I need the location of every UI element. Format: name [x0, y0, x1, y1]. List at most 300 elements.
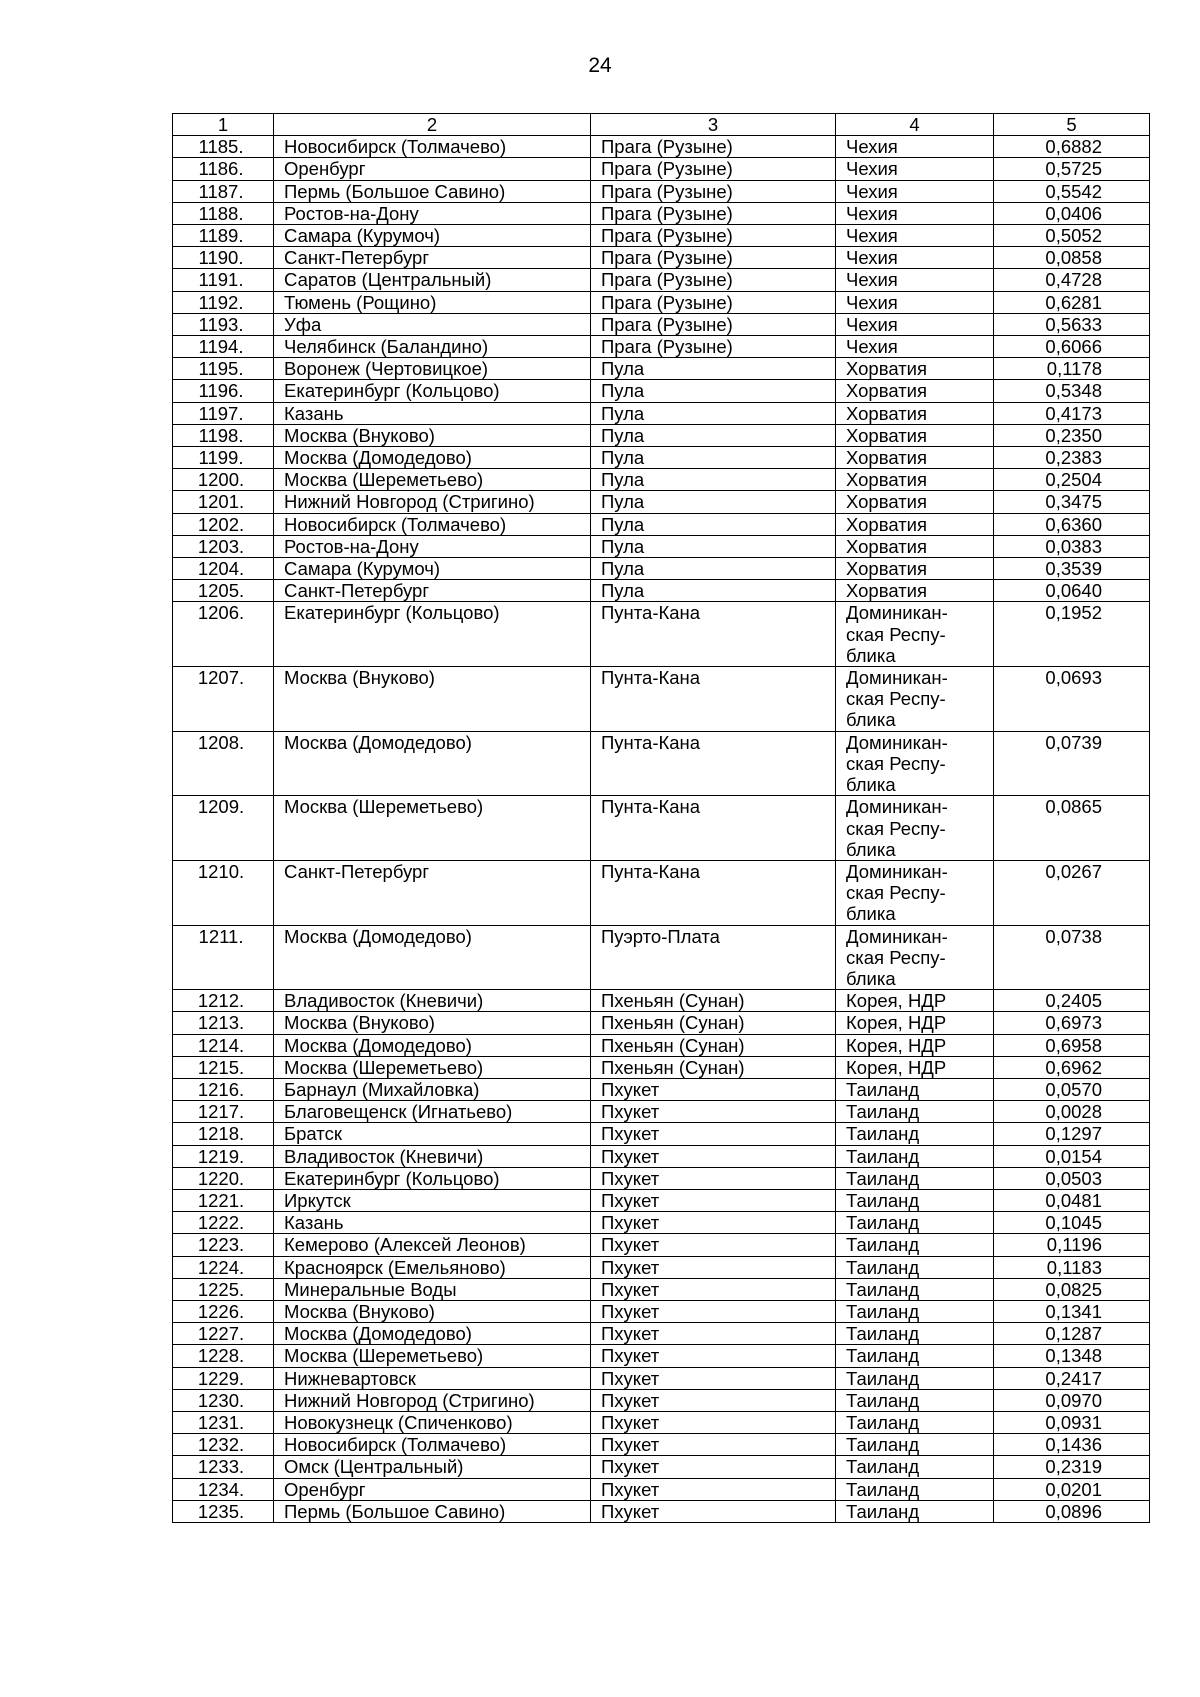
- origin-city-cell: Новосибирск (Толмачево): [274, 136, 591, 158]
- coefficient-cell: 0,4173: [994, 402, 1150, 424]
- origin-city-cell: Москва (Внуково): [274, 1300, 591, 1322]
- destination-airport-cell: Пхукет: [591, 1189, 836, 1211]
- origin-city-cell: Владивосток (Кневичи): [274, 1145, 591, 1167]
- coefficient-cell: 0,0028: [994, 1101, 1150, 1123]
- country-cell: Хорватия: [836, 469, 994, 491]
- origin-city-cell: Тюмень (Рощино): [274, 291, 591, 313]
- destination-airport-cell: Прага (Рузыне): [591, 225, 836, 247]
- destination-airport-cell: Пхукет: [591, 1167, 836, 1189]
- country-cell: Таиланд: [836, 1123, 994, 1145]
- coefficient-cell: 0,0267: [994, 860, 1150, 925]
- coefficient-cell: 0,2350: [994, 424, 1150, 446]
- coefficient-cell: 0,1178: [994, 358, 1150, 380]
- table-header-row: [173, 114, 1150, 136]
- coefficient-cell: 0,1297: [994, 1123, 1150, 1145]
- country-cell: Таиланд: [836, 1256, 994, 1278]
- row-number-cell: 1225.: [173, 1278, 274, 1300]
- table-row: [173, 1278, 1150, 1300]
- coefficient-cell: 0,6281: [994, 291, 1150, 313]
- row-number-cell: 1217.: [173, 1101, 274, 1123]
- country-cell: Хорватия: [836, 402, 994, 424]
- row-number-cell: 1187.: [173, 180, 274, 202]
- row-number-cell: 1192.: [173, 291, 274, 313]
- coefficient-cell: 0,0738: [994, 925, 1150, 990]
- row-number-cell: 1234.: [173, 1478, 274, 1500]
- coefficient-cell: 0,3475: [994, 491, 1150, 513]
- origin-city-cell: Омск (Центральный): [274, 1456, 591, 1478]
- table-row: [173, 469, 1150, 491]
- table-row: [173, 925, 1150, 990]
- country-cell: Таиланд: [836, 1167, 994, 1189]
- country-cell: Корея, НДР: [836, 990, 994, 1012]
- origin-city-cell: Пермь (Большое Савино): [274, 1500, 591, 1522]
- row-number-cell: 1228.: [173, 1345, 274, 1367]
- table-row: [173, 602, 1150, 667]
- country-cell: Таиланд: [836, 1367, 994, 1389]
- country-cell: Хорватия: [836, 424, 994, 446]
- table-row: [173, 1212, 1150, 1234]
- table-row: [173, 1189, 1150, 1211]
- country-cell: Таиланд: [836, 1500, 994, 1522]
- country-cell: Корея, НДР: [836, 1012, 994, 1034]
- row-number-cell: 1186.: [173, 158, 274, 180]
- table-row: [173, 1434, 1150, 1456]
- country-cell: Таиланд: [836, 1101, 994, 1123]
- destination-airport-cell: Пула: [591, 447, 836, 469]
- row-number-cell: 1227.: [173, 1323, 274, 1345]
- origin-city-cell: Казань: [274, 402, 591, 424]
- origin-city-cell: Москва (Шереметьево): [274, 469, 591, 491]
- table-row: [173, 1389, 1150, 1411]
- country-cell: Доминикан- ская Респу- блика: [836, 667, 994, 732]
- origin-city-cell: Уфа: [274, 313, 591, 335]
- destination-airport-cell: Пула: [591, 491, 836, 513]
- origin-city-cell: Оренбург: [274, 1478, 591, 1500]
- table-row: [173, 1456, 1150, 1478]
- row-number-cell: 1231.: [173, 1411, 274, 1433]
- country-cell: Чехия: [836, 180, 994, 202]
- destination-airport-cell: Пхукет: [591, 1123, 836, 1145]
- table-row: [173, 1367, 1150, 1389]
- coefficient-cell: 0,6958: [994, 1034, 1150, 1056]
- table-row: [173, 796, 1150, 861]
- row-number-cell: 1195.: [173, 358, 274, 380]
- table-row: [173, 247, 1150, 269]
- table-row: [173, 558, 1150, 580]
- table-row: [173, 136, 1150, 158]
- table-row: [173, 380, 1150, 402]
- table-row: [173, 1123, 1150, 1145]
- table-row: [173, 1345, 1150, 1367]
- coefficient-cell: 0,2383: [994, 447, 1150, 469]
- origin-city-cell: Москва (Домодедово): [274, 447, 591, 469]
- table-row: [173, 1012, 1150, 1034]
- country-cell: Чехия: [836, 247, 994, 269]
- destination-airport-cell: Пхукет: [591, 1456, 836, 1478]
- origin-city-cell: Москва (Домодедово): [274, 1034, 591, 1056]
- origin-city-cell: Новосибирск (Толмачево): [274, 513, 591, 535]
- row-number-cell: 1230.: [173, 1389, 274, 1411]
- data-table: [172, 113, 1150, 1523]
- origin-city-cell: Новокузнецк (Спиченково): [274, 1411, 591, 1433]
- origin-city-cell: Иркутск: [274, 1189, 591, 1211]
- destination-airport-cell: Пула: [591, 469, 836, 491]
- coefficient-cell: 0,0970: [994, 1389, 1150, 1411]
- row-number-cell: 1196.: [173, 380, 274, 402]
- country-cell: Таиланд: [836, 1478, 994, 1500]
- country-cell: Таиланд: [836, 1345, 994, 1367]
- destination-airport-cell: Пхукет: [591, 1411, 836, 1433]
- origin-city-cell: Самара (Курумоч): [274, 558, 591, 580]
- table-row: [173, 491, 1150, 513]
- row-number-cell: 1205.: [173, 580, 274, 602]
- table-row: [173, 667, 1150, 732]
- country-cell: Корея, НДР: [836, 1056, 994, 1078]
- country-cell: Таиланд: [836, 1300, 994, 1322]
- destination-airport-cell: Пхукет: [591, 1256, 836, 1278]
- country-cell: Доминикан- ская Респу- блика: [836, 860, 994, 925]
- country-cell: Таиланд: [836, 1234, 994, 1256]
- origin-city-cell: Москва (Шереметьево): [274, 796, 591, 861]
- coefficient-cell: 0,6962: [994, 1056, 1150, 1078]
- table-row: [173, 513, 1150, 535]
- table-row: [173, 291, 1150, 313]
- country-cell: Хорватия: [836, 491, 994, 513]
- destination-airport-cell: Пхеньян (Сунан): [591, 1056, 836, 1078]
- coefficient-cell: 0,1341: [994, 1300, 1150, 1322]
- destination-airport-cell: Пхукет: [591, 1078, 836, 1100]
- origin-city-cell: Барнаул (Михайловка): [274, 1078, 591, 1100]
- coefficient-cell: 0,1183: [994, 1256, 1150, 1278]
- origin-city-cell: Санкт-Петербург: [274, 580, 591, 602]
- table-row: [173, 1101, 1150, 1123]
- destination-airport-cell: Прага (Рузыне): [591, 313, 836, 335]
- destination-airport-cell: Пхукет: [591, 1234, 836, 1256]
- destination-airport-cell: Прага (Рузыне): [591, 247, 836, 269]
- coefficient-cell: 0,6066: [994, 336, 1150, 358]
- table-row: [173, 1323, 1150, 1345]
- row-number-cell: 1185.: [173, 136, 274, 158]
- column-header: 1: [173, 114, 274, 136]
- origin-city-cell: Ростов-на-Дону: [274, 535, 591, 557]
- table-row: [173, 1234, 1150, 1256]
- row-number-cell: 1211.: [173, 925, 274, 990]
- row-number-cell: 1204.: [173, 558, 274, 580]
- coefficient-cell: 0,0503: [994, 1167, 1150, 1189]
- destination-airport-cell: Прага (Рузыне): [591, 158, 836, 180]
- table-row: [173, 447, 1150, 469]
- country-cell: Чехия: [836, 336, 994, 358]
- table-row: [173, 990, 1150, 1012]
- destination-airport-cell: Пуэрто-Плата: [591, 925, 836, 990]
- origin-city-cell: Саратов (Центральный): [274, 269, 591, 291]
- coefficient-cell: 0,0693: [994, 667, 1150, 732]
- row-number-cell: 1207.: [173, 667, 274, 732]
- row-number-cell: 1206.: [173, 602, 274, 667]
- country-cell: Доминикан- ская Респу- блика: [836, 731, 994, 796]
- coefficient-cell: 0,2319: [994, 1456, 1150, 1478]
- origin-city-cell: Москва (Внуково): [274, 424, 591, 446]
- origin-city-cell: Кемерово (Алексей Леонов): [274, 1234, 591, 1256]
- row-number-cell: 1223.: [173, 1234, 274, 1256]
- destination-airport-cell: Пхукет: [591, 1478, 836, 1500]
- row-number-cell: 1209.: [173, 796, 274, 861]
- coefficient-cell: 0,3539: [994, 558, 1150, 580]
- table-body: [173, 136, 1150, 1523]
- country-cell: Доминикан- ская Респу- блика: [836, 925, 994, 990]
- origin-city-cell: Челябинск (Баландино): [274, 336, 591, 358]
- coefficient-cell: 0,5633: [994, 313, 1150, 335]
- coefficient-cell: 0,5542: [994, 180, 1150, 202]
- destination-airport-cell: Пхукет: [591, 1300, 836, 1322]
- origin-city-cell: Благовещенск (Игнатьево): [274, 1101, 591, 1123]
- table-row: [173, 535, 1150, 557]
- destination-airport-cell: Пунта-Кана: [591, 667, 836, 732]
- destination-airport-cell: Пунта-Кана: [591, 602, 836, 667]
- origin-city-cell: Ростов-на-Дону: [274, 202, 591, 224]
- destination-airport-cell: Пхукет: [591, 1389, 836, 1411]
- row-number-cell: 1190.: [173, 247, 274, 269]
- coefficient-cell: 0,0825: [994, 1278, 1150, 1300]
- row-number-cell: 1214.: [173, 1034, 274, 1056]
- table-row: [173, 313, 1150, 335]
- origin-city-cell: Оренбург: [274, 158, 591, 180]
- origin-city-cell: Казань: [274, 1212, 591, 1234]
- origin-city-cell: Владивосток (Кневичи): [274, 990, 591, 1012]
- destination-airport-cell: Прага (Рузыне): [591, 291, 836, 313]
- coefficient-cell: 0,4728: [994, 269, 1150, 291]
- origin-city-cell: Санкт-Петербург: [274, 860, 591, 925]
- table-row: [173, 860, 1150, 925]
- coefficient-cell: 0,0858: [994, 247, 1150, 269]
- table-row: [173, 731, 1150, 796]
- coefficient-cell: 0,0739: [994, 731, 1150, 796]
- table-row: [173, 1078, 1150, 1100]
- row-number-cell: 1199.: [173, 447, 274, 469]
- origin-city-cell: Воронеж (Чертовицкое): [274, 358, 591, 380]
- destination-airport-cell: Прага (Рузыне): [591, 180, 836, 202]
- row-number-cell: 1202.: [173, 513, 274, 535]
- coefficient-cell: 0,5725: [994, 158, 1150, 180]
- origin-city-cell: Москва (Домодедово): [274, 925, 591, 990]
- country-cell: Доминикан- ская Респу- блика: [836, 602, 994, 667]
- country-cell: Чехия: [836, 202, 994, 224]
- country-cell: Чехия: [836, 269, 994, 291]
- origin-city-cell: Москва (Шереметьево): [274, 1056, 591, 1078]
- destination-airport-cell: Пхукет: [591, 1434, 836, 1456]
- coefficient-cell: 0,6973: [994, 1012, 1150, 1034]
- destination-airport-cell: Пунта-Кана: [591, 796, 836, 861]
- country-cell: Чехия: [836, 136, 994, 158]
- row-number-cell: 1201.: [173, 491, 274, 513]
- coefficient-cell: 0,1287: [994, 1323, 1150, 1345]
- origin-city-cell: Москва (Внуково): [274, 667, 591, 732]
- origin-city-cell: Нижний Новгород (Стригино): [274, 1389, 591, 1411]
- coefficient-cell: 0,0931: [994, 1411, 1150, 1433]
- coefficient-cell: 0,5052: [994, 225, 1150, 247]
- row-number-cell: 1193.: [173, 313, 274, 335]
- country-cell: Таиланд: [836, 1323, 994, 1345]
- country-cell: Таиланд: [836, 1456, 994, 1478]
- coefficient-cell: 0,1196: [994, 1234, 1150, 1256]
- row-number-cell: 1200.: [173, 469, 274, 491]
- country-cell: Таиланд: [836, 1078, 994, 1100]
- row-number-cell: 1229.: [173, 1367, 274, 1389]
- row-number-cell: 1210.: [173, 860, 274, 925]
- country-cell: Таиланд: [836, 1434, 994, 1456]
- origin-city-cell: Нижний Новгород (Стригино): [274, 491, 591, 513]
- row-number-cell: 1198.: [173, 424, 274, 446]
- row-number-cell: 1232.: [173, 1434, 274, 1456]
- destination-airport-cell: Пунта-Кана: [591, 860, 836, 925]
- origin-city-cell: Москва (Домодедово): [274, 731, 591, 796]
- row-number-cell: 1221.: [173, 1189, 274, 1211]
- table-row: [173, 225, 1150, 247]
- country-cell: Хорватия: [836, 558, 994, 580]
- coefficient-cell: 0,2405: [994, 990, 1150, 1012]
- column-header: 4: [836, 114, 994, 136]
- destination-airport-cell: Пунта-Кана: [591, 731, 836, 796]
- coefficient-cell: 0,1952: [994, 602, 1150, 667]
- table-row: [173, 1300, 1150, 1322]
- table-row: [173, 424, 1150, 446]
- row-number-cell: 1194.: [173, 336, 274, 358]
- origin-city-cell: Москва (Внуково): [274, 1012, 591, 1034]
- country-cell: Таиланд: [836, 1389, 994, 1411]
- page-number: 24: [588, 54, 612, 77]
- destination-airport-cell: Пхеньян (Сунан): [591, 990, 836, 1012]
- origin-city-cell: Новосибирск (Толмачево): [274, 1434, 591, 1456]
- country-cell: Хорватия: [836, 513, 994, 535]
- destination-airport-cell: Прага (Рузыне): [591, 136, 836, 158]
- row-number-cell: 1224.: [173, 1256, 274, 1278]
- table-row: [173, 158, 1150, 180]
- country-cell: Хорватия: [836, 535, 994, 557]
- row-number-cell: 1218.: [173, 1123, 274, 1145]
- row-number-cell: 1197.: [173, 402, 274, 424]
- row-number-cell: 1208.: [173, 731, 274, 796]
- table-row: [173, 269, 1150, 291]
- row-number-cell: 1235.: [173, 1500, 274, 1522]
- origin-city-cell: Нижневартовск: [274, 1367, 591, 1389]
- country-cell: Таиланд: [836, 1278, 994, 1300]
- row-number-cell: 1233.: [173, 1456, 274, 1478]
- coefficient-cell: 0,1348: [994, 1345, 1150, 1367]
- row-number-cell: 1216.: [173, 1078, 274, 1100]
- origin-city-cell: Пермь (Большое Савино): [274, 180, 591, 202]
- row-number-cell: 1189.: [173, 225, 274, 247]
- country-cell: Корея, НДР: [836, 1034, 994, 1056]
- coefficient-cell: 0,1045: [994, 1212, 1150, 1234]
- table-row: [173, 402, 1150, 424]
- row-number-cell: 1215.: [173, 1056, 274, 1078]
- origin-city-cell: Минеральные Воды: [274, 1278, 591, 1300]
- destination-airport-cell: Пхукет: [591, 1323, 836, 1345]
- table-row: [173, 580, 1150, 602]
- destination-airport-cell: Пхукет: [591, 1500, 836, 1522]
- destination-airport-cell: Прага (Рузыне): [591, 269, 836, 291]
- country-cell: Таиланд: [836, 1189, 994, 1211]
- destination-airport-cell: Пула: [591, 402, 836, 424]
- origin-city-cell: Москва (Шереметьево): [274, 1345, 591, 1367]
- origin-city-cell: Москва (Домодедово): [274, 1323, 591, 1345]
- coefficient-cell: 0,0570: [994, 1078, 1150, 1100]
- country-cell: Таиланд: [836, 1212, 994, 1234]
- coefficient-cell: 0,0201: [994, 1478, 1150, 1500]
- row-number-cell: 1220.: [173, 1167, 274, 1189]
- coefficient-cell: 0,5348: [994, 380, 1150, 402]
- table-row: [173, 1167, 1150, 1189]
- country-cell: Чехия: [836, 225, 994, 247]
- row-number-cell: 1226.: [173, 1300, 274, 1322]
- table-row: [173, 1411, 1150, 1433]
- row-number-cell: 1203.: [173, 535, 274, 557]
- country-cell: Таиланд: [836, 1145, 994, 1167]
- table-row: [173, 1034, 1150, 1056]
- destination-airport-cell: Пхукет: [591, 1145, 836, 1167]
- row-number-cell: 1188.: [173, 202, 274, 224]
- country-cell: Хорватия: [836, 447, 994, 469]
- table-row: [173, 1056, 1150, 1078]
- coefficient-cell: 0,6882: [994, 136, 1150, 158]
- country-cell: Хорватия: [836, 580, 994, 602]
- destination-airport-cell: Пула: [591, 580, 836, 602]
- origin-city-cell: Санкт-Петербург: [274, 247, 591, 269]
- column-header: 5: [994, 114, 1150, 136]
- table-row: [173, 180, 1150, 202]
- destination-airport-cell: Пула: [591, 358, 836, 380]
- row-number-cell: 1219.: [173, 1145, 274, 1167]
- destination-airport-cell: Пхукет: [591, 1101, 836, 1123]
- destination-airport-cell: Прага (Рузыне): [591, 202, 836, 224]
- coefficient-cell: 0,2504: [994, 469, 1150, 491]
- origin-city-cell: Братск: [274, 1123, 591, 1145]
- destination-airport-cell: Пула: [591, 424, 836, 446]
- destination-airport-cell: Прага (Рузыне): [591, 336, 836, 358]
- table-row: [173, 202, 1150, 224]
- coefficient-cell: 0,0640: [994, 580, 1150, 602]
- destination-airport-cell: Пхукет: [591, 1367, 836, 1389]
- coefficient-cell: 0,0865: [994, 796, 1150, 861]
- destination-airport-cell: Пхукет: [591, 1345, 836, 1367]
- country-cell: Чехия: [836, 158, 994, 180]
- row-number-cell: 1213.: [173, 1012, 274, 1034]
- origin-city-cell: Самара (Курумоч): [274, 225, 591, 247]
- destination-airport-cell: Пула: [591, 558, 836, 580]
- origin-city-cell: Екатеринбург (Кольцово): [274, 602, 591, 667]
- country-cell: Хорватия: [836, 358, 994, 380]
- destination-airport-cell: Пхеньян (Сунан): [591, 1012, 836, 1034]
- coefficient-cell: 0,0481: [994, 1189, 1150, 1211]
- country-cell: Хорватия: [836, 380, 994, 402]
- destination-airport-cell: Пхеньян (Сунан): [591, 1034, 836, 1056]
- row-number-cell: 1191.: [173, 269, 274, 291]
- coefficient-cell: 0,0154: [994, 1145, 1150, 1167]
- table-row: [173, 1256, 1150, 1278]
- origin-city-cell: Красноярск (Емельяново): [274, 1256, 591, 1278]
- coefficient-cell: 0,0406: [994, 202, 1150, 224]
- destination-airport-cell: Пула: [591, 513, 836, 535]
- table-row: [173, 336, 1150, 358]
- coefficient-cell: 0,0896: [994, 1500, 1150, 1522]
- origin-city-cell: Екатеринбург (Кольцово): [274, 1167, 591, 1189]
- coefficient-cell: 0,1436: [994, 1434, 1150, 1456]
- destination-airport-cell: Пхукет: [591, 1278, 836, 1300]
- country-cell: Таиланд: [836, 1411, 994, 1433]
- destination-airport-cell: Пула: [591, 535, 836, 557]
- country-cell: Чехия: [836, 313, 994, 335]
- destination-airport-cell: Пула: [591, 380, 836, 402]
